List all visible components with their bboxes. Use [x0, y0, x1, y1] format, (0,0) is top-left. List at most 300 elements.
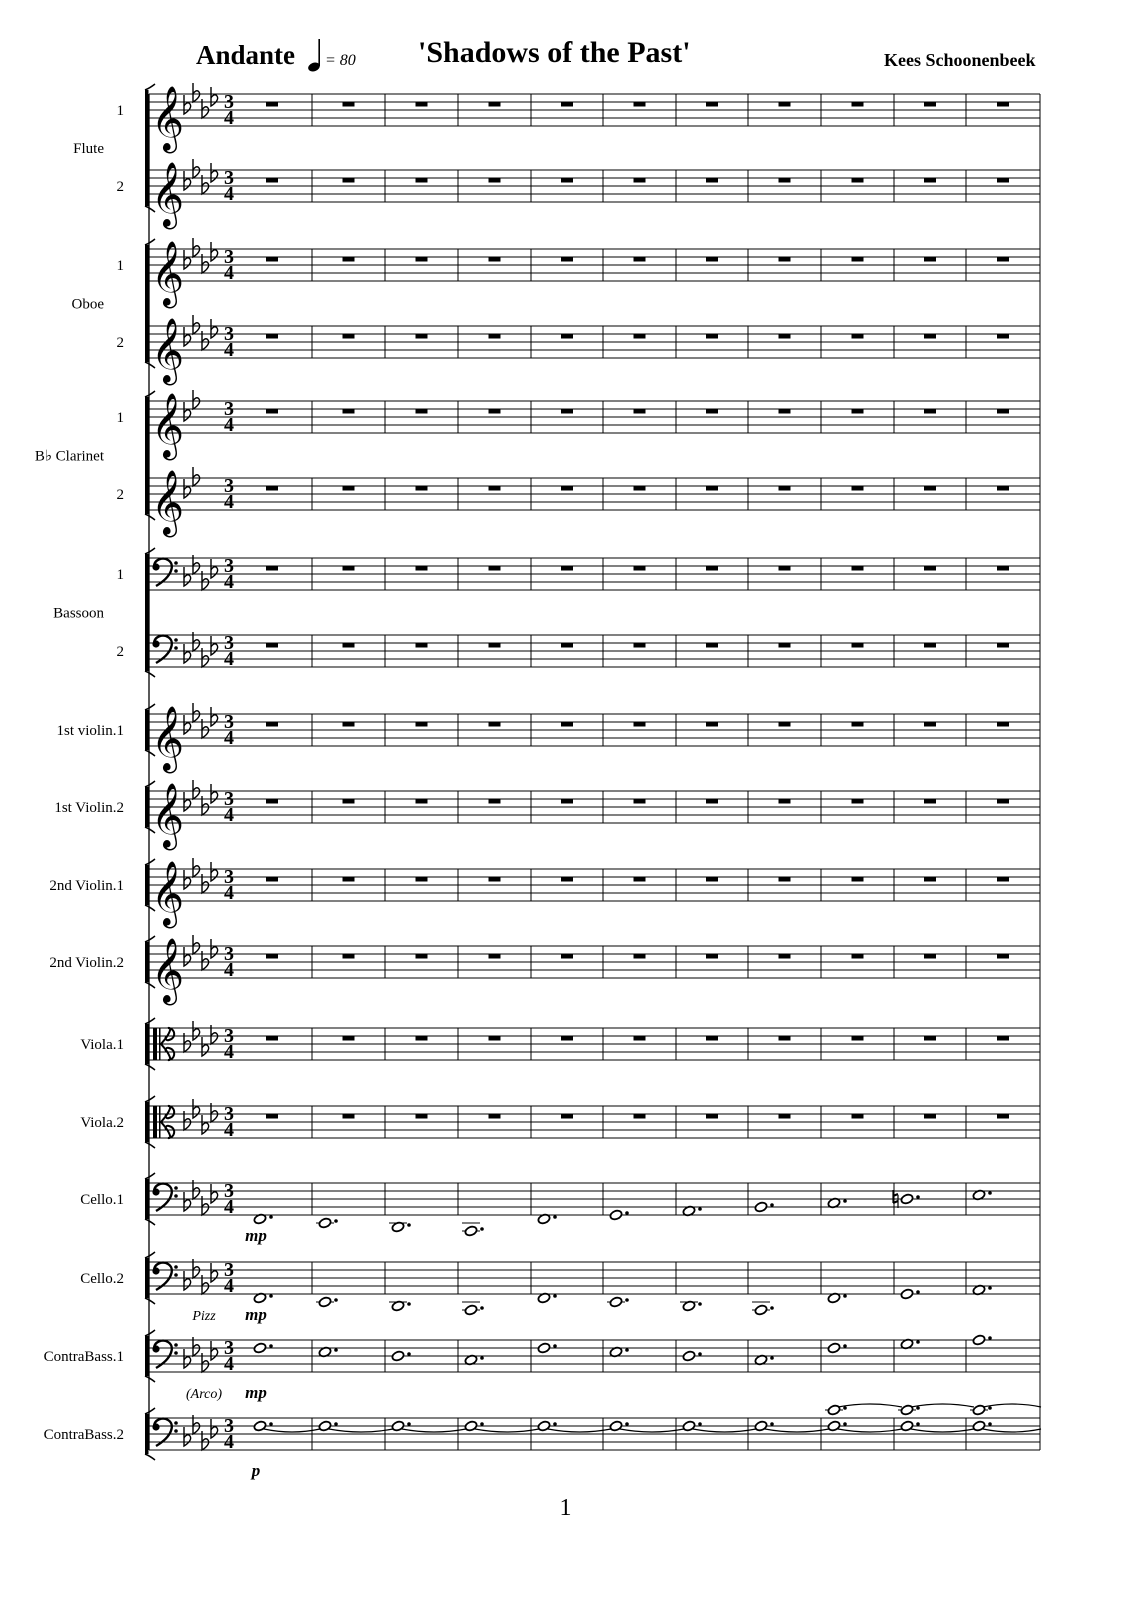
- whole-rest-icon: [924, 877, 936, 882]
- staff-label: 2: [116, 644, 124, 660]
- key-signature-flat-icon: [184, 95, 191, 114]
- whole-rest-icon: [634, 1114, 646, 1119]
- staff-label: 1st Violin.2: [54, 800, 124, 816]
- key-signature-flat-icon: [202, 1037, 209, 1056]
- whole-rest-icon: [343, 643, 355, 648]
- key-signature-flat-icon: [184, 1192, 191, 1211]
- whole-rest-icon: [852, 257, 864, 262]
- key-signature-flat-icon: [211, 939, 218, 958]
- whole-rest-icon: [416, 643, 428, 648]
- treble-clef-icon: 𝄞: [151, 318, 185, 383]
- staff: [56, 703, 1040, 773]
- time-signature-denominator: 4: [224, 1353, 234, 1375]
- whole-rest-icon: [634, 257, 646, 262]
- staff-label: 1: [116, 103, 124, 119]
- whole-rest-icon: [779, 722, 791, 727]
- whole-rest-icon: [997, 877, 1009, 882]
- whole-rest-icon: [561, 334, 573, 339]
- whole-rest-icon: [852, 799, 864, 804]
- dotted-half-note: [464, 1225, 484, 1237]
- dotted-half-note: [609, 1296, 629, 1308]
- dynamic-marking: p: [251, 1461, 261, 1480]
- key-signature-flat-icon: [211, 1341, 218, 1360]
- tie: [693, 1429, 756, 1432]
- whole-rest-icon: [779, 409, 791, 414]
- whole-rest-icon: [634, 877, 646, 882]
- whole-rest-icon: [561, 954, 573, 959]
- whole-rest-icon: [561, 799, 573, 804]
- whole-rest-icon: [706, 799, 718, 804]
- whole-rest-icon: [997, 257, 1009, 262]
- staff-label: Viola.1: [80, 1037, 124, 1053]
- whole-rest-icon: [634, 722, 646, 727]
- time-signature-numerator: 3: [224, 1415, 234, 1437]
- time-signature-numerator: 3: [224, 475, 234, 497]
- tie: [402, 1429, 466, 1432]
- whole-rest-icon: [779, 486, 791, 491]
- whole-rest-icon: [779, 1114, 791, 1119]
- staff: [80, 1021, 1040, 1063]
- tie: [548, 1429, 611, 1432]
- time-signature-denominator: 4: [224, 414, 234, 436]
- treble-clef-icon: 𝄞: [151, 86, 185, 151]
- whole-rest-icon: [779, 566, 791, 571]
- whole-rest-icon: [924, 1114, 936, 1119]
- whole-rest-icon: [924, 799, 936, 804]
- whole-rest-icon: [561, 722, 573, 727]
- whole-rest-icon: [561, 1036, 573, 1041]
- whole-rest-icon: [706, 722, 718, 727]
- playing-technique: (Arco): [185, 1387, 223, 1402]
- whole-rest-icon: [779, 643, 791, 648]
- staff-label: 2: [116, 487, 124, 503]
- key-signature-flat-icon: [211, 1263, 218, 1282]
- whole-rest-icon: [634, 334, 646, 339]
- whole-rest-icon: [561, 178, 573, 183]
- whole-rest-icon: [489, 257, 501, 262]
- whole-rest-icon: [706, 409, 718, 414]
- whole-rest-icon: [779, 1036, 791, 1041]
- key-signature-flat-icon: [211, 87, 218, 106]
- whole-rest-icon: [779, 257, 791, 262]
- whole-rest-icon: [852, 643, 864, 648]
- whole-rest-icon: [343, 1114, 355, 1119]
- whole-rest-icon: [266, 722, 278, 727]
- key-signature-flat-icon: [211, 1419, 218, 1438]
- staff: [117, 390, 1041, 460]
- time-signature-numerator: 3: [224, 555, 234, 577]
- time-signature-denominator: 4: [224, 648, 234, 670]
- whole-rest-icon: [266, 877, 278, 882]
- whole-rest-icon: [852, 1114, 864, 1119]
- whole-rest-icon: [266, 1114, 278, 1119]
- whole-rest-icon: [924, 643, 936, 648]
- key-signature-flat-icon: [184, 947, 191, 966]
- whole-rest-icon: [561, 566, 573, 571]
- time-signature-denominator: 4: [224, 1431, 234, 1453]
- whole-rest-icon: [416, 1114, 428, 1119]
- key-signature-flat-icon: [211, 163, 218, 182]
- whole-rest-icon: [997, 799, 1009, 804]
- whole-rest-icon: [489, 334, 501, 339]
- whole-rest-icon: [852, 722, 864, 727]
- time-signature-denominator: 4: [224, 107, 234, 129]
- whole-rest-icon: [852, 102, 864, 107]
- time-signature-denominator: 4: [224, 804, 234, 826]
- staff-label: Cello.1: [80, 1192, 124, 1208]
- whole-rest-icon: [997, 722, 1009, 727]
- whole-rest-icon: [852, 486, 864, 491]
- treble-clef-icon: 𝄞: [151, 938, 185, 1003]
- whole-rest-icon: [779, 954, 791, 959]
- page-number: 1: [559, 1495, 572, 1521]
- time-signature-numerator: 3: [224, 91, 234, 113]
- staff-label: 1: [116, 567, 124, 583]
- whole-rest-icon: [416, 877, 428, 882]
- key-signature-flat-icon: [184, 792, 191, 811]
- staff: [117, 238, 1041, 308]
- whole-rest-icon: [924, 486, 936, 491]
- staff: [49, 935, 1040, 1005]
- whole-rest-icon: [634, 486, 646, 491]
- staff: [49, 858, 1040, 928]
- tie: [911, 1429, 974, 1432]
- whole-rest-icon: [852, 954, 864, 959]
- time-signature-numerator: 3: [224, 167, 234, 189]
- key-signature-flat-icon: [184, 870, 191, 889]
- dotted-half-note: [318, 1296, 338, 1308]
- whole-rest-icon: [489, 409, 501, 414]
- instrument-group-label: B♭ Clarinet: [34, 448, 104, 465]
- whole-rest-icon: [997, 643, 1009, 648]
- tie: [911, 1404, 974, 1407]
- staff: [54, 780, 1040, 850]
- whole-rest-icon: [634, 566, 646, 571]
- whole-rest-icon: [343, 799, 355, 804]
- whole-rest-icon: [343, 257, 355, 262]
- staff: [44, 1334, 1040, 1402]
- tempo-marking: Andante: [196, 40, 296, 70]
- key-signature-flat-icon: [211, 1184, 218, 1203]
- whole-rest-icon: [561, 257, 573, 262]
- key-signature-flat-icon: [211, 707, 218, 726]
- whole-rest-icon: [852, 409, 864, 414]
- key-signature-flat-icon: [184, 567, 191, 586]
- whole-rest-icon: [266, 409, 278, 414]
- whole-rest-icon: [489, 954, 501, 959]
- time-signature-numerator: 3: [224, 788, 234, 810]
- time-signature-numerator: 3: [224, 632, 234, 654]
- whole-rest-icon: [924, 954, 936, 959]
- key-signature-flat-icon: [193, 780, 200, 799]
- whole-rest-icon: [706, 566, 718, 571]
- score-title: 'Shadows of the Past': [418, 36, 691, 69]
- time-signature-numerator: 3: [224, 398, 234, 420]
- key-signature-flat-icon: [184, 1271, 191, 1290]
- whole-rest-icon: [343, 102, 355, 107]
- staff: [117, 159, 1041, 229]
- whole-rest-icon: [489, 178, 501, 183]
- staff: [44, 1404, 1041, 1480]
- whole-rest-icon: [416, 799, 428, 804]
- whole-rest-icon: [489, 877, 501, 882]
- staff: [117, 83, 1041, 153]
- dotted-half-note: [318, 1217, 338, 1229]
- key-signature-flat-icon: [193, 159, 200, 178]
- whole-rest-icon: [706, 643, 718, 648]
- staff-label: 2: [116, 335, 124, 351]
- instrument-group-label: Flute: [73, 141, 104, 157]
- staff-label: Viola.2: [80, 1115, 124, 1131]
- whole-rest-icon: [706, 1114, 718, 1119]
- whole-rest-icon: [561, 409, 573, 414]
- whole-rest-icon: [852, 1036, 864, 1041]
- whole-rest-icon: [997, 566, 1009, 571]
- whole-rest-icon: [489, 1036, 501, 1041]
- whole-rest-icon: [489, 566, 501, 571]
- key-signature-flat-icon: [202, 1115, 209, 1134]
- whole-rest-icon: [561, 1114, 573, 1119]
- whole-rest-icon: [266, 799, 278, 804]
- whole-rest-icon: [416, 178, 428, 183]
- key-signature-flat-icon: [193, 390, 200, 409]
- key-signature-flat-icon: [211, 242, 218, 261]
- whole-rest-icon: [343, 1036, 355, 1041]
- playing-technique: Pizz: [192, 1309, 216, 1324]
- treble-clef-icon: 𝄞: [151, 470, 185, 535]
- whole-rest-icon: [997, 102, 1009, 107]
- whole-rest-icon: [924, 257, 936, 262]
- whole-rest-icon: [634, 954, 646, 959]
- whole-rest-icon: [489, 1114, 501, 1119]
- whole-rest-icon: [634, 799, 646, 804]
- whole-rest-icon: [779, 102, 791, 107]
- time-signature-denominator: 4: [224, 491, 234, 513]
- time-signature-numerator: 3: [224, 711, 234, 733]
- whole-rest-icon: [266, 334, 278, 339]
- whole-rest-icon: [706, 1036, 718, 1041]
- key-signature-flat-icon: [184, 1427, 191, 1446]
- whole-rest-icon: [266, 566, 278, 571]
- tie: [838, 1429, 902, 1432]
- whole-rest-icon: [924, 178, 936, 183]
- whole-rest-icon: [852, 334, 864, 339]
- time-signature-numerator: 3: [224, 1103, 234, 1125]
- key-signature-flat-icon: [211, 636, 218, 655]
- time-signature-denominator: 4: [224, 727, 234, 749]
- whole-rest-icon: [561, 486, 573, 491]
- whole-rest-icon: [343, 954, 355, 959]
- whole-rest-icon: [343, 409, 355, 414]
- time-signature-denominator: 4: [224, 183, 234, 205]
- key-signature-flat-icon: [211, 862, 218, 881]
- whole-rest-icon: [706, 334, 718, 339]
- whole-rest-icon: [489, 486, 501, 491]
- whole-rest-icon: [561, 643, 573, 648]
- whole-rest-icon: [924, 334, 936, 339]
- staff: [117, 632, 1041, 670]
- whole-rest-icon: [343, 334, 355, 339]
- tie: [765, 1429, 829, 1432]
- whole-rest-icon: [997, 409, 1009, 414]
- staff-label: 2nd Violin.2: [49, 955, 124, 971]
- whole-rest-icon: [266, 178, 278, 183]
- time-signature-denominator: 4: [224, 1119, 234, 1141]
- key-signature-flat-icon: [193, 467, 200, 486]
- time-signature-denominator: 4: [224, 1196, 234, 1218]
- tie: [838, 1404, 902, 1407]
- whole-rest-icon: [266, 486, 278, 491]
- whole-rest-icon: [343, 486, 355, 491]
- time-signature-numerator: 3: [224, 1259, 234, 1281]
- whole-rest-icon: [924, 409, 936, 414]
- whole-rest-icon: [266, 257, 278, 262]
- key-signature-flat-icon: [211, 559, 218, 578]
- time-signature-denominator: 4: [224, 262, 234, 284]
- time-signature-numerator: 3: [224, 1337, 234, 1359]
- whole-rest-icon: [489, 799, 501, 804]
- whole-rest-icon: [779, 877, 791, 882]
- key-signature-flat-icon: [184, 327, 191, 346]
- whole-rest-icon: [416, 334, 428, 339]
- whole-rest-icon: [634, 409, 646, 414]
- whole-rest-icon: [416, 722, 428, 727]
- dotted-half-note: [464, 1304, 484, 1316]
- time-signature-denominator: 4: [224, 1041, 234, 1063]
- staff: [80, 1259, 1040, 1324]
- staff: [117, 315, 1041, 385]
- key-signature-flat-icon: [184, 644, 191, 663]
- whole-rest-icon: [416, 566, 428, 571]
- key-signature-flat-icon: [184, 1349, 191, 1368]
- key-signature-flat-icon: [184, 250, 191, 269]
- staff-label: 1: [116, 258, 124, 274]
- whole-rest-icon: [634, 1036, 646, 1041]
- whole-rest-icon: [706, 877, 718, 882]
- tempo-value: = 80: [325, 52, 356, 69]
- key-signature-flat-icon: [184, 171, 191, 190]
- treble-clef-icon: 𝄞: [151, 162, 185, 227]
- whole-rest-icon: [343, 566, 355, 571]
- whole-rest-icon: [416, 257, 428, 262]
- whole-rest-icon: [924, 102, 936, 107]
- whole-rest-icon: [634, 178, 646, 183]
- whole-rest-icon: [997, 954, 1009, 959]
- time-signature-denominator: 4: [224, 882, 234, 904]
- whole-rest-icon: [343, 178, 355, 183]
- tie: [620, 1429, 684, 1432]
- whole-rest-icon: [489, 643, 501, 648]
- treble-clef-icon: 𝄞: [151, 393, 185, 458]
- dynamic-marking: mp: [245, 1383, 267, 1402]
- staff-label: 1: [116, 410, 124, 426]
- whole-rest-icon: [416, 102, 428, 107]
- time-signature-numerator: 3: [224, 866, 234, 888]
- whole-rest-icon: [852, 877, 864, 882]
- time-signature-numerator: 3: [224, 246, 234, 268]
- whole-rest-icon: [997, 178, 1009, 183]
- tie: [475, 1429, 539, 1432]
- dotted-half-note: [754, 1304, 774, 1316]
- staff-label: 2: [116, 179, 124, 195]
- whole-rest-icon: [561, 102, 573, 107]
- staff-label: 2nd Violin.1: [49, 878, 124, 894]
- whole-rest-icon: [416, 409, 428, 414]
- whole-rest-icon: [779, 334, 791, 339]
- time-signature-denominator: 4: [224, 1275, 234, 1297]
- staff: [80, 1099, 1040, 1141]
- key-signature-flat-icon: [193, 858, 200, 877]
- key-signature-flat-icon: [211, 319, 218, 338]
- treble-clef-icon: 𝄞: [151, 706, 185, 771]
- whole-rest-icon: [779, 178, 791, 183]
- whole-rest-icon: [706, 178, 718, 183]
- instrument-group-label: Oboe: [71, 296, 104, 313]
- staff-label: Cello.2: [80, 1271, 124, 1287]
- time-signature-numerator: 3: [224, 943, 234, 965]
- key-signature-flat-icon: [193, 703, 200, 722]
- whole-rest-icon: [924, 566, 936, 571]
- whole-rest-icon: [266, 954, 278, 959]
- time-signature-denominator: 4: [224, 339, 234, 361]
- whole-rest-icon: [924, 722, 936, 727]
- staff: [80, 1180, 1040, 1245]
- time-signature-denominator: 4: [224, 959, 234, 981]
- key-signature-flat-icon: [193, 1021, 200, 1040]
- whole-rest-icon: [634, 102, 646, 107]
- whole-rest-icon: [489, 102, 501, 107]
- whole-rest-icon: [997, 334, 1009, 339]
- time-signature-numerator: 3: [224, 323, 234, 345]
- whole-rest-icon: [997, 486, 1009, 491]
- key-signature-flat-icon: [184, 479, 191, 498]
- dynamic-marking: mp: [245, 1226, 267, 1245]
- staff: [117, 467, 1041, 537]
- key-signature-flat-icon: [193, 1099, 200, 1118]
- whole-rest-icon: [852, 178, 864, 183]
- whole-rest-icon: [266, 1036, 278, 1041]
- whole-rest-icon: [343, 877, 355, 882]
- whole-rest-icon: [266, 643, 278, 648]
- tie: [983, 1404, 1041, 1407]
- treble-clef-icon: 𝄞: [151, 861, 185, 926]
- staff-label: 1st violin.1: [56, 723, 124, 739]
- tie: [983, 1429, 1041, 1432]
- staff-label: ContraBass.2: [43, 1427, 124, 1443]
- whole-rest-icon: [924, 1036, 936, 1041]
- time-signature-numerator: 3: [224, 1180, 234, 1202]
- whole-rest-icon: [343, 722, 355, 727]
- staff: [117, 555, 1041, 593]
- key-signature-flat-icon: [184, 715, 191, 734]
- whole-rest-icon: [706, 954, 718, 959]
- whole-rest-icon: [706, 102, 718, 107]
- time-signature-denominator: 4: [224, 571, 234, 593]
- key-signature-flat-icon: [193, 935, 200, 954]
- whole-rest-icon: [416, 954, 428, 959]
- instrument-group-label: Bassoon: [53, 605, 104, 622]
- treble-clef-icon: 𝄞: [151, 241, 185, 306]
- whole-rest-icon: [706, 257, 718, 262]
- whole-rest-icon: [561, 877, 573, 882]
- whole-rest-icon: [706, 486, 718, 491]
- whole-rest-icon: [997, 1114, 1009, 1119]
- key-signature-flat-icon: [211, 784, 218, 803]
- whole-rest-icon: [266, 102, 278, 107]
- key-signature-flat-icon: [193, 315, 200, 334]
- key-signature-flat-icon: [193, 83, 200, 102]
- whole-rest-icon: [779, 799, 791, 804]
